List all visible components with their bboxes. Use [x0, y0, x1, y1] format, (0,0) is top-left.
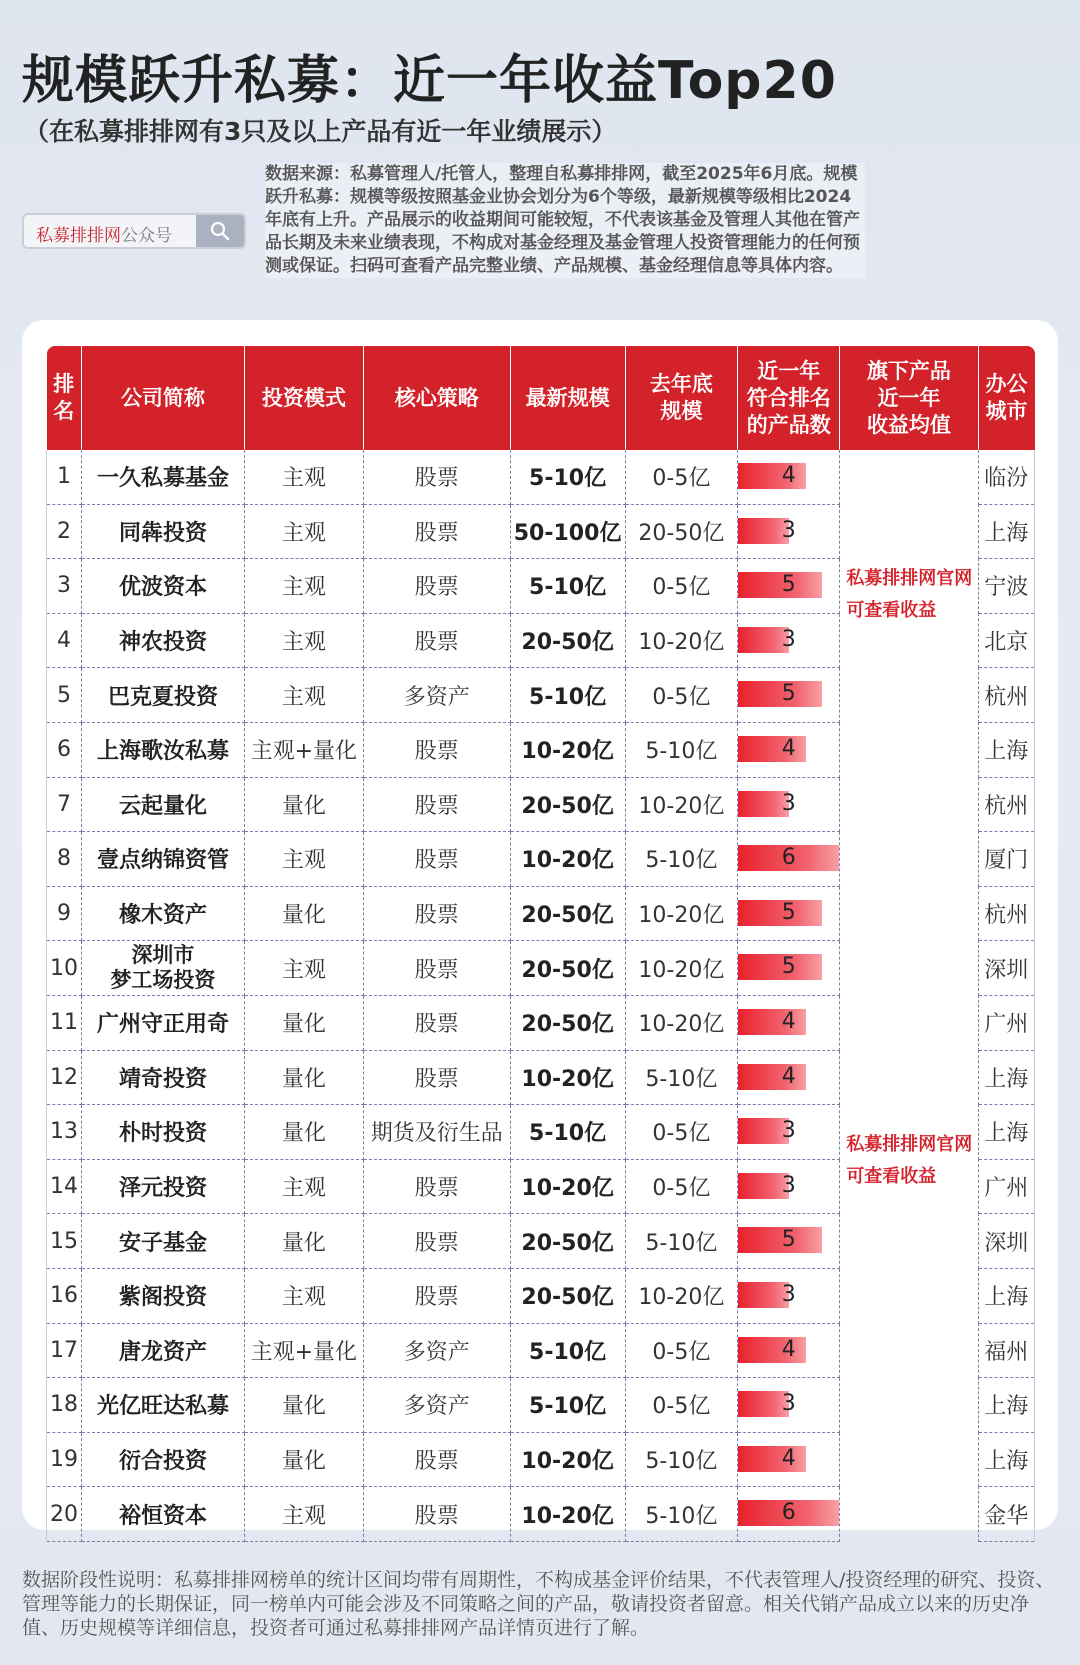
prev-scale-cell: 0-5亿 [625, 1105, 738, 1160]
mode-cell: 量化 [244, 995, 363, 1050]
prev-scale-cell: 0-5亿 [625, 1323, 738, 1378]
product-count-cell [738, 1432, 840, 1487]
product-count-cell [738, 777, 840, 832]
rank-cell: 10 [47, 941, 82, 996]
prev-scale-cell: 0-5亿 [625, 450, 738, 504]
product-count-cell [738, 1050, 840, 1105]
rank-cell: 17 [47, 1323, 82, 1378]
prev-scale-cell: 0-5亿 [625, 668, 738, 723]
prev-scale-cell: 10-20亿 [625, 777, 738, 832]
city-cell: 上海 [978, 1105, 1034, 1160]
header-cell: 排 名 [47, 346, 82, 450]
page-title: 规模跃升私募：近一年收益Top20 [22, 51, 837, 111]
city-cell: 广州 [978, 1159, 1034, 1214]
city-cell: 厦门 [978, 832, 1034, 887]
prev-scale-cell: 0-5亿 [625, 1378, 738, 1433]
count-label: 3 [781, 1281, 796, 1307]
city-cell: 临汾 [978, 450, 1034, 504]
header-cell: 近一年 符合排名 的产品数 [738, 346, 840, 450]
rank-cell: 1 [47, 450, 82, 504]
city-cell: 深圳 [978, 1214, 1034, 1269]
product-count-cell [738, 1378, 840, 1433]
mode-cell: 主观+量化 [244, 722, 363, 777]
prev-scale-cell: 10-20亿 [625, 995, 738, 1050]
rank-cell: 9 [47, 886, 82, 941]
mode-cell: 主观 [244, 1487, 363, 1542]
strategy-cell: 股票 [363, 504, 510, 559]
rank-cell: 13 [47, 1105, 82, 1160]
avg-return-note: 私募排排网官网 [846, 568, 973, 589]
strategy-cell: 股票 [363, 832, 510, 887]
prev-scale-cell: 5-10亿 [625, 1214, 738, 1269]
prev-scale-cell: 0-5亿 [625, 559, 738, 614]
avg-return-note: 可查看收益 [846, 600, 937, 621]
product-count-cell [738, 1214, 840, 1269]
table-body [47, 450, 1035, 1541]
company-name-cell: 壹点纳锦资管 [82, 832, 245, 887]
company-name-cell: 衍合投资 [82, 1432, 245, 1487]
latest-scale-cell: 5-10亿 [510, 668, 625, 723]
product-count-cell [738, 832, 840, 887]
mode-cell: 主观 [244, 450, 363, 504]
strategy-cell: 股票 [363, 1214, 510, 1269]
company-name-cell: 神农投资 [82, 613, 245, 668]
product-count-cell [738, 941, 840, 996]
mode-cell: 量化 [244, 1105, 363, 1160]
rank-cell: 14 [47, 1159, 82, 1214]
rank-cell: 8 [47, 832, 82, 887]
rank-cell: 19 [47, 1432, 82, 1487]
count-label: 4 [781, 1008, 796, 1034]
company-name-cell: 唐龙资产 [82, 1323, 245, 1378]
strategy-cell: 股票 [363, 886, 510, 941]
mode-cell: 主观 [244, 613, 363, 668]
rank-cell: 16 [47, 1268, 82, 1323]
avg-return-note: 可查看收益 [846, 1166, 937, 1187]
mode-cell: 量化 [244, 1378, 363, 1433]
ranking-table [46, 346, 1035, 1542]
product-count-cell [738, 886, 840, 941]
rank-cell: 3 [47, 559, 82, 614]
prev-scale-cell: 5-10亿 [625, 832, 738, 887]
prev-scale-cell: 5-10亿 [625, 1432, 738, 1487]
strategy-cell: 股票 [363, 1268, 510, 1323]
rank-cell: 2 [47, 504, 82, 559]
search-text [36, 221, 172, 246]
product-count-cell [738, 1268, 840, 1323]
mode-cell: 主观 [244, 668, 363, 723]
latest-scale-cell: 20-50亿 [510, 941, 625, 996]
city-cell: 福州 [978, 1323, 1034, 1378]
latest-scale-cell: 10-20亿 [510, 1432, 625, 1487]
company-name-cell: 靖奇投资 [82, 1050, 245, 1105]
product-count-cell [738, 504, 840, 559]
company-name-cell: 泽元投资 [82, 1159, 245, 1214]
count-label: 5 [781, 899, 796, 925]
strategy-cell: 股票 [363, 941, 510, 996]
product-count-cell [738, 613, 840, 668]
strategy-cell: 股票 [363, 1432, 510, 1487]
city-cell: 金华 [978, 1487, 1034, 1542]
latest-scale-cell: 10-20亿 [510, 1487, 625, 1542]
count-label: 3 [781, 1172, 796, 1198]
search-box[interactable] [22, 213, 246, 249]
company-name-cell: 裕恒资本 [82, 1487, 245, 1542]
city-cell: 广州 [978, 995, 1034, 1050]
strategy-cell: 股票 [363, 559, 510, 614]
header-cell: 投资模式 [244, 346, 363, 450]
mode-cell: 量化 [244, 1050, 363, 1105]
city-cell: 上海 [978, 722, 1034, 777]
latest-scale-cell: 20-50亿 [510, 995, 625, 1050]
prev-scale-cell: 10-20亿 [625, 886, 738, 941]
product-count-cell [738, 668, 840, 723]
count-label: 6 [781, 845, 796, 871]
city-cell: 上海 [978, 1050, 1034, 1105]
mode-cell: 主观+量化 [244, 1323, 363, 1378]
product-count-cell [738, 450, 840, 504]
rank-cell: 18 [47, 1378, 82, 1433]
company-name-cell: 巴克夏投资 [82, 668, 245, 723]
strategy-cell: 股票 [363, 1159, 510, 1214]
company-name-cell: 朴时投资 [82, 1105, 245, 1160]
product-count-cell [738, 559, 840, 614]
company-name-cell: 光亿旺达私募 [82, 1378, 245, 1433]
avg-return-note: 私募排排网官网 [846, 1134, 973, 1155]
mode-cell: 主观 [244, 832, 363, 887]
rank-cell: 7 [47, 777, 82, 832]
count-label: 4 [781, 1336, 796, 1362]
mode-cell: 主观 [244, 1268, 363, 1323]
company-name-cell: 同犇投资 [82, 504, 245, 559]
count-label: 5 [781, 954, 796, 980]
strategy-cell: 期货及衍生品 [363, 1105, 510, 1160]
header-cell: 办公 城市 [978, 346, 1034, 450]
prev-scale-cell: 10-20亿 [625, 1268, 738, 1323]
prev-scale-cell: 0-5亿 [625, 1159, 738, 1214]
header-cell: 核心策略 [363, 346, 510, 450]
rank-cell: 4 [47, 613, 82, 668]
product-count-cell [738, 995, 840, 1050]
latest-scale-cell: 5-10亿 [510, 559, 625, 614]
city-cell: 深圳 [978, 941, 1034, 996]
strategy-cell: 股票 [363, 722, 510, 777]
strategy-cell: 股票 [363, 613, 510, 668]
count-label: 3 [781, 517, 796, 543]
city-cell: 上海 [978, 1432, 1034, 1487]
strategy-cell: 股票 [363, 777, 510, 832]
rank-cell: 11 [47, 995, 82, 1050]
company-name-cell: 优波资本 [82, 559, 245, 614]
avg-return-cell [840, 450, 978, 1541]
page-subtitle: （在私募排排网有3只及以上产品有近一年业绩展示） [24, 117, 617, 146]
company-name-cell: 一久私募基金 [82, 450, 245, 504]
city-cell: 上海 [978, 1378, 1034, 1433]
product-count-cell [738, 1159, 840, 1214]
rank-cell: 12 [47, 1050, 82, 1105]
product-count-cell [738, 1105, 840, 1160]
city-cell: 宁波 [978, 559, 1034, 614]
company-name-cell: 安子基金 [82, 1214, 245, 1269]
city-cell: 杭州 [978, 668, 1034, 723]
rank-cell: 15 [47, 1214, 82, 1269]
company-name-cell: 广州守正用奇 [82, 995, 245, 1050]
mode-cell: 量化 [244, 1214, 363, 1269]
latest-scale-cell: 10-20亿 [510, 1159, 625, 1214]
product-count-cell [738, 1323, 840, 1378]
latest-scale-cell: 5-10亿 [510, 1323, 625, 1378]
search-button[interactable] [196, 215, 244, 247]
prev-scale-cell: 5-10亿 [625, 1050, 738, 1105]
company-name-cell: 橡木资产 [82, 886, 245, 941]
header-cell: 公司简称 [82, 346, 245, 450]
rank-cell: 5 [47, 668, 82, 723]
count-label: 3 [781, 626, 796, 652]
search-icon [210, 221, 230, 241]
latest-scale-cell: 5-10亿 [510, 1378, 625, 1433]
footer-note: 数据阶段性说明：私募排排网榜单的统计区间均带有周期性，不构成基金评价结果，不代表管理人/投资经理的研究、投资、管理等能力的长期保证，同一榜单内可能会涉及不同策略之间的产品，敬请投资者留意。相关代销产品成立以来的历史净值、历史规模等详细信息，投资者可通过私募排排网产品详情页进行了解。 [22, 1569, 1055, 1639]
latest-scale-cell: 20-50亿 [510, 613, 625, 668]
strategy-cell: 多资产 [363, 1323, 510, 1378]
count-label: 4 [781, 1445, 796, 1471]
city-cell: 上海 [978, 504, 1034, 559]
company-name-cell: 云起量化 [82, 777, 245, 832]
mode-cell: 主观 [244, 559, 363, 614]
company-name-cell: 深圳市 梦工场投资 [82, 941, 245, 996]
header-cell: 最新规模 [510, 346, 625, 450]
latest-scale-cell: 5-10亿 [510, 450, 625, 504]
latest-scale-cell: 10-20亿 [510, 1050, 625, 1105]
latest-scale-cell: 50-100亿 [510, 504, 625, 559]
rank-cell: 6 [47, 722, 82, 777]
strategy-cell: 股票 [363, 995, 510, 1050]
company-name-cell: 紫阁投资 [82, 1268, 245, 1323]
city-cell: 杭州 [978, 886, 1034, 941]
search-suffix: 公众号 [121, 226, 172, 246]
header-cell: 去年底 规模 [625, 346, 738, 450]
mode-cell: 量化 [244, 886, 363, 941]
count-label: 5 [781, 681, 796, 707]
count-label: 4 [781, 735, 796, 761]
mode-cell: 主观 [244, 504, 363, 559]
city-cell: 杭州 [978, 777, 1034, 832]
strategy-cell: 股票 [363, 1487, 510, 1542]
source-note: 数据来源：私募管理人/托管人，整理自私募排排网，截至2025年6月底。规模跃升私募：规模等级按照基金业协会划分为6个等级，最新规模等级相比2024年底有上升。产品展示的收益期间可能较短，不代表该基金及管理人其他在管产品长期及未来业绩表现，不构成对基金经理及基金管理人投资管理能力的任何预测或保证。扫码可查看产品完整业绩、产品规模、基金经理信息等具体内容。 [265, 163, 865, 278]
count-label: 6 [781, 1500, 796, 1526]
prev-scale-cell: 10-20亿 [625, 941, 738, 996]
latest-scale-cell: 10-20亿 [510, 832, 625, 887]
strategy-cell: 多资产 [363, 668, 510, 723]
prev-scale-cell: 10-20亿 [625, 613, 738, 668]
count-label: 4 [781, 1063, 796, 1089]
latest-scale-cell: 20-50亿 [510, 1214, 625, 1269]
mode-cell: 量化 [244, 1432, 363, 1487]
count-label: 5 [781, 572, 796, 598]
city-cell: 北京 [978, 613, 1034, 668]
prev-scale-cell: 5-10亿 [625, 1487, 738, 1542]
mode-cell: 主观 [244, 1159, 363, 1214]
rank-cell: 20 [47, 1487, 82, 1542]
search-brand: 私募排排网 [36, 226, 121, 246]
latest-scale-cell: 20-50亿 [510, 886, 625, 941]
header-cell: 旗下产品 近一年 收益均值 [840, 346, 978, 450]
mode-cell: 量化 [244, 777, 363, 832]
prev-scale-cell: 5-10亿 [625, 722, 738, 777]
product-count-cell [738, 722, 840, 777]
prev-scale-cell: 20-50亿 [625, 504, 738, 559]
mode-cell: 主观 [244, 941, 363, 996]
strategy-cell: 股票 [363, 1050, 510, 1105]
latest-scale-cell: 20-50亿 [510, 1268, 625, 1323]
city-cell: 上海 [978, 1268, 1034, 1323]
latest-scale-cell: 5-10亿 [510, 1105, 625, 1160]
strategy-cell: 多资产 [363, 1378, 510, 1433]
count-label: 3 [781, 1118, 796, 1144]
count-label: 5 [781, 1227, 796, 1253]
table-header-row [47, 346, 1035, 450]
product-count-cell [738, 1487, 840, 1542]
latest-scale-cell: 20-50亿 [510, 777, 625, 832]
count-label: 3 [781, 1391, 796, 1417]
company-name-cell: 上海歌汝私募 [82, 722, 245, 777]
strategy-cell: 股票 [363, 450, 510, 504]
table-row [47, 450, 1035, 504]
count-label: 3 [781, 790, 796, 816]
count-label: 4 [781, 463, 796, 488]
latest-scale-cell: 10-20亿 [510, 722, 625, 777]
